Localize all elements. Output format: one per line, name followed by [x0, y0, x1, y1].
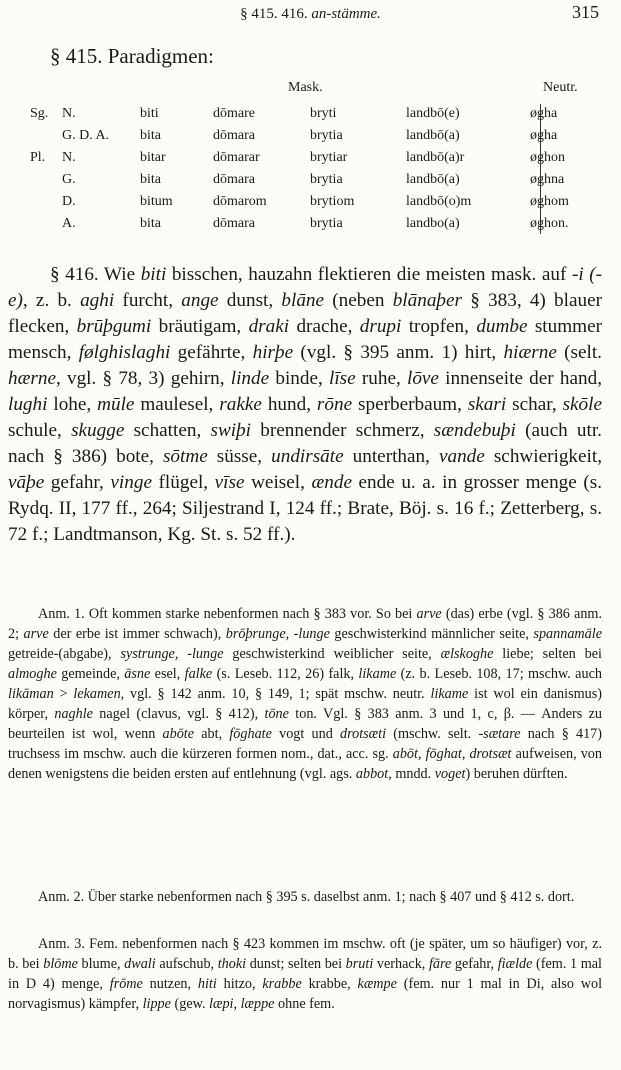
term: -sætare [478, 726, 521, 742]
text-run: liebe; selten bei [493, 646, 602, 662]
term: fāre [428, 956, 452, 972]
term: falke [184, 666, 213, 682]
cell-biti: bita [140, 216, 161, 231]
text-run: tropfen, [401, 316, 477, 337]
text-run: lohe, [47, 394, 98, 415]
term: skari [467, 394, 507, 415]
text-run: ) beruhen dürften. [465, 766, 568, 782]
text-run: verhack, [373, 956, 429, 972]
text-run: schule, [8, 420, 72, 441]
text-run: hund, [261, 394, 317, 415]
term: fiælde [497, 956, 533, 972]
cell-domare: dōmarom [213, 194, 267, 209]
text-run: hitzo, [216, 976, 263, 992]
text-run: süsse, [207, 446, 272, 467]
running-header [0, 2, 621, 30]
term: āsne [124, 666, 151, 682]
text-run: schatten, [124, 420, 211, 441]
term: følghislaghi [78, 342, 171, 363]
term: mūle [97, 394, 135, 415]
text-run: blume, [77, 956, 125, 972]
term: lekamen [73, 686, 121, 702]
text-run: (neben [324, 290, 393, 311]
term: vāþe [8, 472, 45, 493]
term: skugge [71, 420, 125, 441]
text-run: flügel, [151, 472, 215, 493]
text-run: § 416. Wie [50, 264, 141, 285]
text-run: , vgl. § 78, 3) gehirn, [55, 368, 231, 389]
term: naghle [54, 706, 93, 722]
table-divider [540, 104, 541, 234]
paragraph-text [8, 262, 602, 548]
anmerkung-1 [8, 604, 602, 784]
cell-ogha: øghna [530, 172, 565, 187]
term: bruti [345, 956, 374, 972]
cell-biti: biti [140, 106, 159, 121]
text-run: Anm. 1. Oft kommen starke nebenformen nach § 383 vor. So bei [38, 606, 417, 622]
text-run: ende u. a. in grosser menge (s. Rydq. II, 177 ff., 264; Siljestrand I, 124 ff.; Brate, Böj. s. 16 f.; Zetterberg, s. 72 f.; Landtmanson, Kg. St. s. 52 ff.). [8, 472, 602, 545]
term: hærne [8, 368, 56, 389]
term: læpi, læppe [209, 996, 275, 1012]
term: blōme [43, 956, 78, 972]
cell-biti: bitum [140, 194, 173, 209]
text-run: aufschub, [155, 956, 218, 972]
running-title [0, 6, 621, 23]
text-run: schwierigkeit, [484, 446, 602, 467]
term: aghi [80, 290, 115, 311]
text-run: ton. Vgl. § 383 anm. 3 und 1, c, β. — Anders zu beurteilen ist wol, wenn [8, 706, 603, 742]
text-run: § 383, 4) blauer flecken, [8, 290, 602, 337]
cell-ogha: øgha [530, 106, 558, 121]
row-case-label: D. [62, 194, 76, 209]
text-run: unterthan, [343, 446, 439, 467]
text-run: bräutigam, [151, 316, 249, 337]
term: likame [358, 666, 397, 682]
text-run: (das) erbe (vgl. § 386 anm. 2; [8, 606, 602, 642]
anmerkung-3 [8, 934, 602, 1014]
term: voget [434, 766, 466, 782]
text-run: dunst, [218, 290, 282, 311]
text-run: furcht, [114, 290, 182, 311]
cell-biti: bita [140, 128, 161, 143]
text-run: binde, [269, 368, 329, 389]
text-run: nach § 417) truchsess im mschw. auch die kürzeren formen nom., dat., acc. sg. [8, 726, 602, 762]
cell-domare: dōmare [213, 106, 255, 121]
term: rakke [219, 394, 262, 415]
text-run: der erbe ist immer schwach), [48, 626, 226, 642]
term: almoghe [8, 666, 57, 682]
term: frōme [109, 976, 143, 992]
text-run: (vgl. § 395 anm. 1) hirt, [293, 342, 504, 363]
section-416-paragraph [8, 262, 602, 548]
term: drupi [359, 316, 402, 337]
text-run: vogt und [271, 726, 341, 742]
text-run: sperberbaum, [352, 394, 468, 415]
text-run: krabbe, [301, 976, 358, 992]
text-run: weisel, [244, 472, 312, 493]
paradigm-table [30, 80, 590, 240]
cell-domare: dōmara [213, 216, 255, 231]
text-run: > [53, 686, 74, 702]
text-run: nagel (clavus, vgl. § 412), [92, 706, 265, 722]
text-run: drache, [289, 316, 360, 337]
row-case-label: G. [62, 172, 76, 187]
text-run: (gew. [170, 996, 210, 1012]
term: thoki [217, 956, 247, 972]
term: biti [140, 264, 167, 285]
cell-bryti: brytiom [310, 194, 355, 209]
term: hirþe [252, 342, 294, 363]
term: vīse [214, 472, 245, 493]
text-run: Anm. 3. Fem. nebenformen nach § 423 kommen im mschw. oft (je später, um so häufiger) vor, z. b. bei [8, 936, 602, 972]
term: blānaþer [392, 290, 462, 311]
neutr-column-label: Neutr. [543, 80, 578, 95]
term: hiti [197, 976, 217, 992]
term: abōte [162, 726, 195, 742]
term: rōne [316, 394, 353, 415]
cell-ogha: øghon [530, 150, 565, 165]
term: abōt, fōghat, drotsæt [392, 746, 512, 762]
term: -i (-e) [8, 264, 603, 311]
term: likāman [8, 686, 54, 702]
term: skōle [562, 394, 602, 415]
term: dumbe [476, 316, 528, 337]
cell-landbo: landbo(a) [406, 216, 460, 231]
cell-landbo: landbō(e) [406, 106, 460, 121]
cell-bryti: brytia [310, 216, 343, 231]
term: spannamāle [533, 626, 602, 642]
term: undirsāte [271, 446, 344, 467]
term: likame [430, 686, 469, 702]
text-run: , vgl. § 142 anm. 10, § 149, 1; spät mschw. neutr. [120, 686, 431, 702]
header-section-ref: § 415. 416. [240, 6, 308, 22]
cell-domare: dōmara [213, 172, 255, 187]
text-run: (z. b. Leseb. 108, 17; mschw. auch [396, 666, 602, 682]
term: dwali [124, 956, 156, 972]
cell-ogha: øghom [530, 194, 569, 209]
cell-ogha: øghon. [530, 216, 569, 231]
term: ælskoghe [440, 646, 494, 662]
cell-bryti: brytia [310, 172, 343, 187]
text-run: ruhe, [355, 368, 407, 389]
page-number: 315 [572, 2, 599, 22]
cell-bryti: brytia [310, 128, 343, 143]
anmerkung-2 [8, 887, 602, 907]
term: krabbe [262, 976, 302, 992]
text-run: esel, [150, 666, 185, 682]
term: ange [181, 290, 219, 311]
note-text [8, 604, 602, 784]
term: swiþi [210, 420, 252, 441]
cell-landbo: landbō(a) [406, 172, 460, 187]
term: tōne [264, 706, 289, 722]
term: brūþgumi [76, 316, 152, 337]
cell-bryti: brytiar [310, 150, 348, 165]
text-run: nutzen, [142, 976, 198, 992]
row-case-label: N. [62, 106, 76, 121]
term: drotsæti [340, 726, 387, 742]
text-run: gefährte, [170, 342, 253, 363]
text-run: dunst; selten bei [246, 956, 346, 972]
text-run: gefahr, [451, 956, 498, 972]
text-run: Anm. 2. Über starke nebenformen nach § 395 s. daselbst anm. 1; nach § 407 und § 412 s. dort. [38, 889, 575, 905]
term: fōghate [229, 726, 272, 742]
text-run: geschwisterkind männlicher seite, [329, 626, 534, 642]
term: lughi [8, 394, 48, 415]
text-run: gemeinde, [56, 666, 125, 682]
text-run: maulesel, [134, 394, 220, 415]
term: linde [230, 368, 270, 389]
cell-landbo: landbō(a)r [406, 150, 465, 165]
note-text [8, 934, 602, 1014]
cell-landbo: landbō(o)m [406, 194, 472, 209]
header-title: an-stämme. [311, 6, 381, 22]
text-run: (selt. [556, 342, 602, 363]
cell-biti: bita [140, 172, 161, 187]
text-run: gefahr, [44, 472, 111, 493]
text-run: (s. Leseb. 112, 26) falk, [212, 666, 359, 682]
cell-bryti: bryti [310, 106, 337, 121]
text-run: (mschw. selt. [386, 726, 479, 742]
cell-domare: dōmara [213, 128, 255, 143]
row-number-label: Sg. [30, 106, 49, 121]
text-run: abt, [194, 726, 230, 742]
term: hiærne [503, 342, 557, 363]
term: brōþrunge, -lunge [225, 626, 330, 642]
cell-ogha: øgha [530, 128, 558, 143]
term: sændebuþi [433, 420, 516, 441]
term: systrunge, -lunge [120, 646, 224, 662]
term: vande [438, 446, 485, 467]
text-run: geschwisterkind weiblicher seite, [223, 646, 441, 662]
row-number-label: Pl. [30, 150, 46, 165]
text-run: , mndd. [388, 766, 435, 782]
term: sōtme [162, 446, 208, 467]
term: lōve [406, 368, 439, 389]
text-run: ohne fem. [274, 996, 335, 1012]
term: kæmpe [357, 976, 397, 992]
text-run: stummer mensch, [8, 316, 602, 363]
term: ænde [311, 472, 352, 493]
text-run: ist wol ein danismus) körper, [8, 686, 602, 722]
cell-landbo: landbō(a) [406, 128, 460, 143]
row-case-label: A. [62, 216, 76, 231]
term: vinge [110, 472, 152, 493]
row-case-label: G. D. A. [62, 128, 110, 143]
row-case-label: N. [62, 150, 76, 165]
term: arve [23, 626, 49, 642]
text-run: brennender schmerz, [251, 420, 434, 441]
term: arve [416, 606, 442, 622]
text-run: , z. b. [22, 290, 81, 311]
text-run: aufweisen, von denen wenigstens die beiden ersten auf entlehnung (vgl. ags. [8, 746, 602, 782]
note-text [8, 887, 602, 907]
term: blāne [281, 290, 325, 311]
text-run: schar, [506, 394, 563, 415]
text-run: (fem. 1 mal in D 4) menge, [8, 956, 602, 992]
text-run: (auch utr. nach § 386) bote, [8, 420, 602, 467]
mask-column-label: Mask. [288, 80, 323, 95]
section-415-heading: § 415. Paradigmen: [50, 44, 214, 68]
cell-biti: bitar [140, 150, 166, 165]
text-run: innenseite der hand, [438, 368, 602, 389]
text-run: bisschen, hauzahn flektieren die meisten mask. auf [166, 264, 572, 285]
term: draki [248, 316, 290, 337]
text-run: (fem. nur 1 mal in Di, also wol norvagismus) kämpfer, [8, 976, 603, 1012]
term: abbot [355, 766, 389, 782]
cell-domare: dōmarar [213, 150, 260, 165]
term: līse [329, 368, 356, 389]
text-run: getreide-(abgabe), [8, 646, 121, 662]
term: lippe [142, 996, 171, 1012]
